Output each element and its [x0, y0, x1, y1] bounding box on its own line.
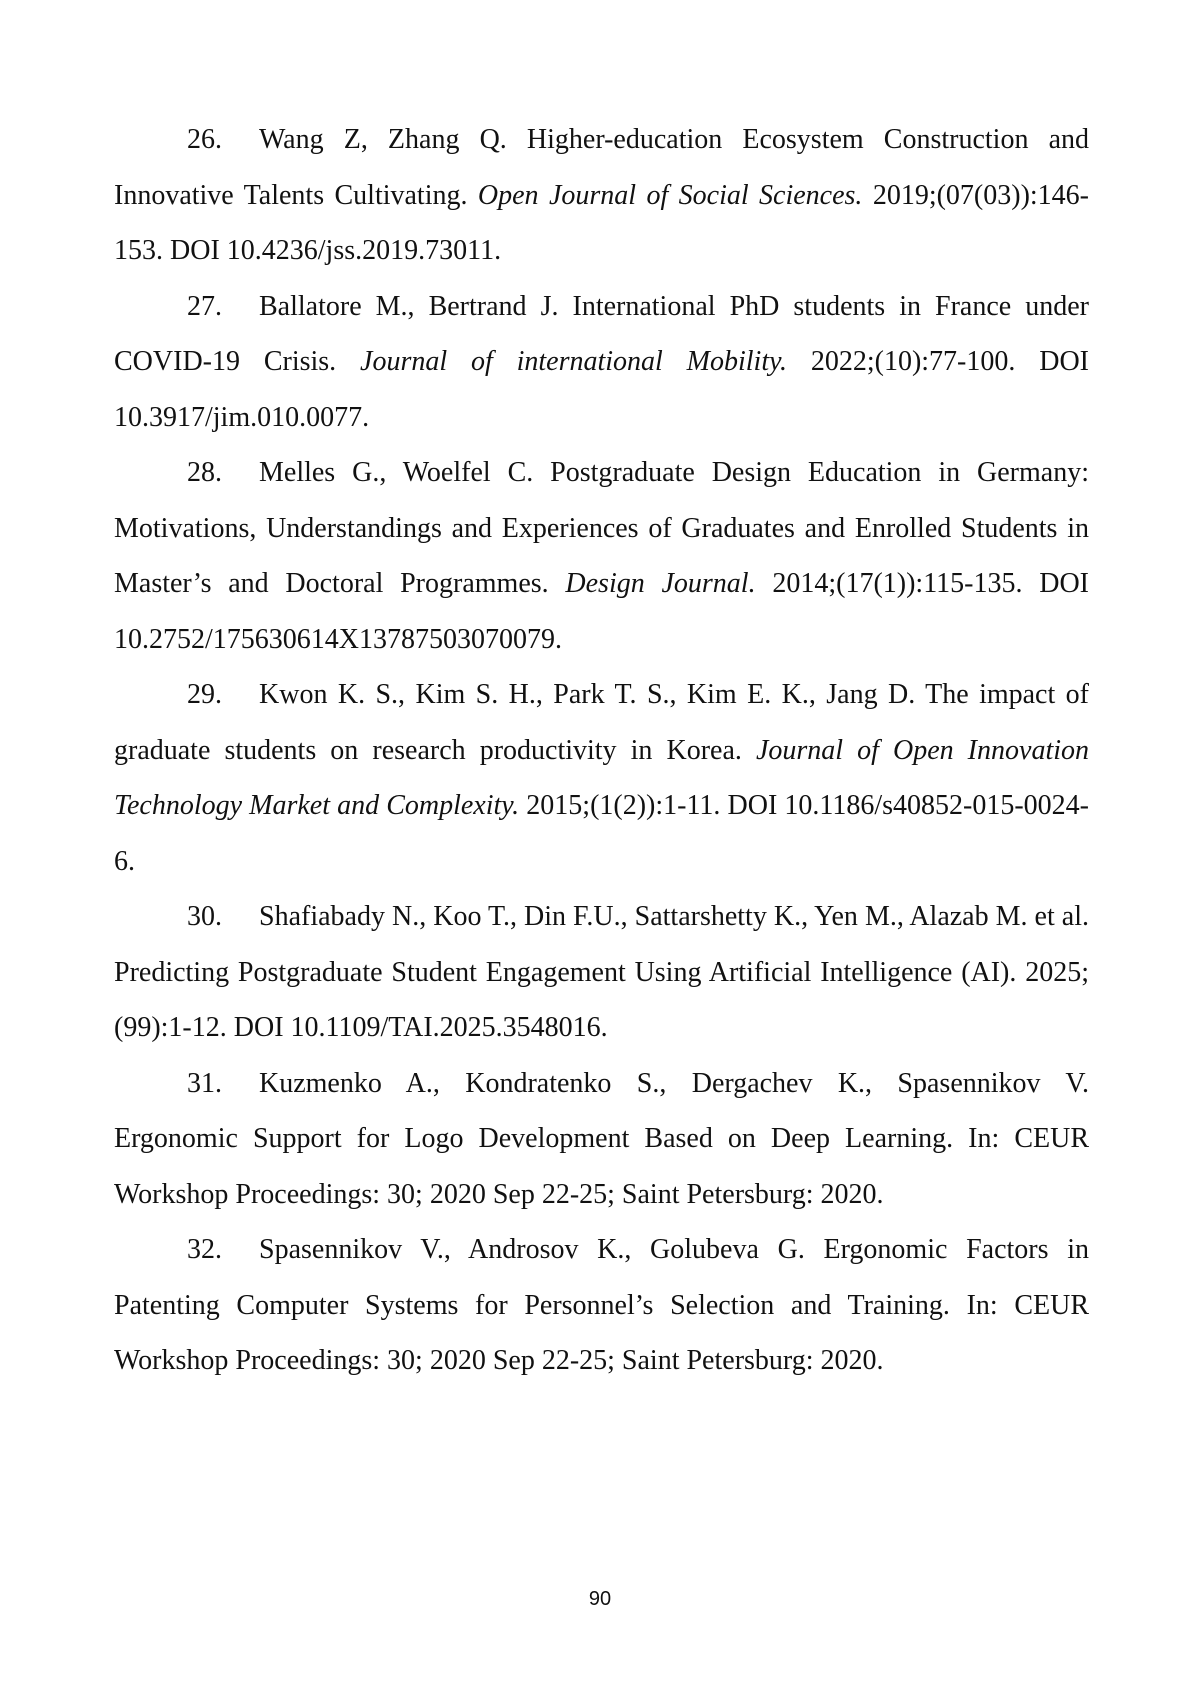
- reference-number: 30.: [187, 901, 222, 932]
- reference-text: Ballatore M., Bertrand J. International PhD students in France under COVID-19 Crisis.: [114, 290, 1089, 377]
- reference-details: 2022;(10):77-100. DOI 10.3917/jim.010.0077.: [114, 346, 1089, 433]
- reference-item: [114, 279, 1089, 446]
- reference-number: 27.: [187, 290, 222, 322]
- reference-item: [114, 667, 1089, 889]
- reference-journal: Open Journal of Social Sciences.: [477, 179, 863, 211]
- reference-details: 2019;(07(03)):146-153. DOI 10.4236/jss.2019.73011.: [114, 179, 1090, 266]
- reference-number: 26.: [187, 124, 222, 155]
- reference-number: 32.: [187, 1234, 222, 1265]
- reference-details: 2015;(1(2)):1-11. DOI 10.1186/s40852-015-0024-6.: [114, 790, 1089, 877]
- reference-item: [114, 1056, 1089, 1223]
- page-number: 90: [588, 1588, 612, 1610]
- reference-journal: Design Journal.: [565, 568, 756, 599]
- reference-text: Kuzmenko A., Kondratenko S., Dergachev K., Spasennikov V. Ergonomic Support for Logo Development Based on Deep Learning. In: CEUR Workshop Proceedings: 30; 2020 Sep 22-25; Saint Petersburg: 2020.: [114, 1067, 1089, 1210]
- reference-number: 28.: [187, 457, 222, 488]
- reference-text: Shafiabady N., Koo T., Din F.U., Sattarshetty K., Yen M., Alazab M. et al. Predicting Postgraduate Student Engagement Using Artificial Intelligence (AI). 2025;(99):1-12. DOI 10.1109/TAI.2025.3548016.: [114, 901, 1089, 1043]
- reference-item: [114, 445, 1089, 667]
- reference-item: [114, 112, 1089, 279]
- reference-item: [114, 889, 1089, 1056]
- reference-journal: Journal of Open Innovation Technology Market and Complexity.: [114, 734, 1089, 821]
- reference-text: Wang Z, Zhang Q. Higher-education Ecosystem Construction and Innovative Talents Cultivating.: [114, 124, 1089, 211]
- reference-list: [114, 112, 1089, 1389]
- reference-text: Kwon K. S., Kim S. H., Park T. S., Kim E. K., Jang D. The impact of graduate students on research productivity in Korea.: [114, 679, 1089, 766]
- reference-text: Spasennikov V., Androsov K., Golubeva G. Ergonomic Factors in Patenting Computer Systems for Personnel’s Selection and Training. In: CEUR Workshop Proceedings: 30; 2020 Sep 22-25; Saint Petersburg: 2020.: [114, 1234, 1089, 1376]
- reference-item: [114, 1222, 1089, 1389]
- reference-journal: Journal of international Mobility.: [360, 346, 787, 377]
- reference-text: Melles G., Woelfel C. Postgraduate Design Education in Germany: Motivations, Understandings and Experiences of Graduates and Enrolled Students in Master’s and Doctoral Programmes.: [114, 457, 1089, 599]
- reference-number: 29.: [187, 679, 222, 710]
- reference-details: 2014;(17(1)):115-135. DOI 10.2752/175630614X13787503070079.: [114, 568, 1090, 655]
- reference-number: 31.: [187, 1067, 222, 1099]
